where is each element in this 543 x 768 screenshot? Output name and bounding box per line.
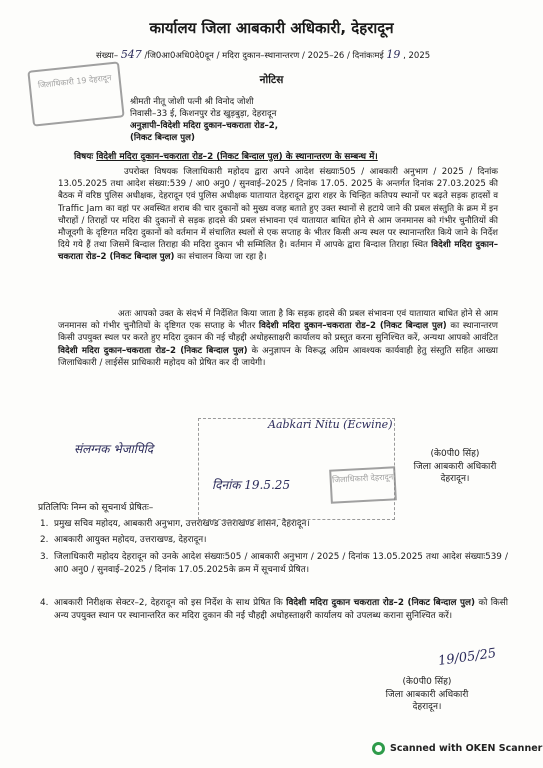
scanner-watermark xyxy=(372,742,542,755)
signatory-top-place: देहरादून। xyxy=(440,474,470,484)
para2-shop-name: विदेशी मदिरा दुकान–चकराता रोड–2 (निकट बिन्दाल पुल) xyxy=(258,321,447,332)
body-paragraph-1 xyxy=(58,166,498,264)
signatory-top-designation: जिला आबकारी अधिकारी xyxy=(413,461,497,472)
ref-year: , 2025 xyxy=(403,51,431,61)
copy-item-4-text-a: आबकारी निरीक्षक सेक्टर–2, देहरादून को इस निर्देश के साथ प्रेषित कि xyxy=(54,598,283,608)
para2-shop-name-2: विदेशी मदिरा दुकान–चकराता रोड–2 (निकट बिन्दाल पुल) xyxy=(58,345,248,356)
subject-label: विषयः xyxy=(74,152,94,162)
signatory-bottom xyxy=(352,676,502,714)
signatory-bottom-designation: जिला आबकारी अधिकारी xyxy=(385,689,469,700)
copy-item-number: 2. xyxy=(40,535,49,545)
receipt-date: दिनांक 19.5.25 xyxy=(212,478,291,492)
handwritten-signature: 19/05/25 xyxy=(437,646,498,669)
copy-item-4-shop-name: विदेशी मदिरा दुकान चकराता रोड–2 (निकट बिन्दाल पुल) xyxy=(286,598,476,608)
ref-label: संख्या– xyxy=(96,51,119,61)
addressee-line3: अनुज्ञापी–विदेशी मदिरा दुकान–चकराता रोड–2, xyxy=(130,121,279,131)
signatory-bottom-place: देहरादून। xyxy=(412,702,442,712)
para2-text-mid: का स्थानान्तरण किसी उपयुक्त स्थल पर करते हुए मदिरा दुकान की नई चौहद्दी अधोहस्ताक्षरी कार्यालय को प्रस्तुत करना सुनिश्चित करें, अन्यथा आपको आवंटित xyxy=(58,321,498,344)
para2-text: अतः आपको उक्त के संदर्भ में निर्देशित किया जाता है कि सड़क हादसे की प्रबल संभावना एवं यातायात बाधित होने से आम जनमानस को गंभीर चुनौतियों के दृष्टिगत एक सप्ताह के भीतर xyxy=(58,309,498,332)
body-paragraph-2 xyxy=(58,308,498,369)
copy-item-text xyxy=(54,597,508,622)
copy-item-number: 4. xyxy=(40,598,49,608)
reference-line xyxy=(96,48,430,61)
signatory-top-name: (के0पी0 सिंह) xyxy=(430,449,480,459)
copy-item-text: जिलाधिकारी महोदय देहरादून को उनके आदेश संख्याः505 / आबकारी अनुभाग / 2025 / दिनांक 13.05.2025 तथा आदेश संख्याः539 / आ0 अनु0 / सुनवाई–2025 / दिनांक 17.05.2025के क्रम में सूचनार्थ प्रेषित। xyxy=(54,552,508,575)
copy-item-number: 3. xyxy=(40,552,49,562)
signatory-bottom-name: (के0पी0 सिंह) xyxy=(402,677,452,687)
addressee-line4: (निकट बिन्दाल पुल) xyxy=(130,133,195,143)
copy-item-text: आबकारी आयुक्त महोदय, उत्तराखण्ड, देहरादून। xyxy=(54,535,207,545)
scanner-text: Scanned with OKEN Scanner xyxy=(390,743,543,754)
ref-number: 547 xyxy=(120,48,142,61)
handwritten-enclosure-note: संलग्नक भेजापिदि xyxy=(74,442,154,456)
copy-item-number: 1. xyxy=(40,519,49,529)
addressee-line2: निवासी–33 ई, किशनपुर रोड खुड़बुड़ा, देहरादून xyxy=(130,109,277,119)
para1-shop-name: विदेशी मदिरा दुकान–चकराता रोड–2 (निकट बिन्दाल पुल) xyxy=(58,240,498,263)
copy-item-4 xyxy=(40,597,508,639)
para1-text: उपरोक्त विषयक जिलाधिकारी महोदय द्वारा अपने आदेश संख्याः505 / आबकारी अनुभाग / 2025 / दिनांक 13.05.2025 तथा आदेश संख्या:539 / आ0 अनु0 / सुनवाई–2025 / दिनांक 17.05. 2025 के अन्तर्गत दिनांक 27.03.2025 की बैठक में वरिष्ठ पुलिस अधीक्षक, देहरादून एवं पुलिस अधीक्षक यातायात देहरादून द्वारा शहर के चिन्हित कतिपय स्थानों पर बढ़ते सड़क हादसों व Traffic Jam का वहां पर अवस्थित शराब की चार दुकानों को मुख्य वजह बताते हुए उक्त स्थानों से हटाये जाने की प्रबल संस्तुति के क्रम में इन चौराहों / तिराहों पर मदिरा की दुकानों से सड़क हादसे की प्रबल संभावना एवं यातायात बाधित होने से आम जनमानस को गंभीर चुनौतियों की मौजूदगी के दृष्टिगत मदिरा दुकानों को वर्तमान में संचालित स्थलों से एक सप्ताह के भीतर किसी अन्य स्थल पर स्थानान्तरित किये जाने के निर्देश दिये गये हैं तथा जिसमें बिन्दाल तिराहा की मदिरा दुकान भी सम्मिलित है। वर्तमान में आपके द्वारा बिन्दाल तिराहा स्थित xyxy=(58,167,498,251)
receipt-stamp-text: जिलाधिकारी 19 देहरादून xyxy=(37,73,112,90)
receipt-stamp xyxy=(27,61,124,126)
district-stamp xyxy=(329,466,397,503)
oken-logo-icon xyxy=(372,742,385,755)
copy-item-text: प्रमुख सचिव महोदय, आबकारी अनुभाग, उत्तराखण्ड उत्तराखण्ड शासन, देहरादून। xyxy=(54,519,310,529)
para2-text-end: के अनुज्ञापन के विरूद्ध अग्रिम आवश्यक कार्यवाही हेतु संस्तुति सहित आख्या जिलाधिकारी / लाईसेंस प्राधिकारी महोदय को प्रेषित कर दी जायेगी। xyxy=(58,345,498,368)
notice-heading: नोटिस xyxy=(259,74,284,86)
copy-item-1 xyxy=(40,518,508,532)
copy-item-4-text-c: को किसी अन्य उपयुक्त स्थान पर स्थानान्तरित कर मदिरा दुकान की नई चौहद्दी अधोहस्ताक्षरी कार्यालय को उपलब्ध कराना सुनिश्चित करें। xyxy=(54,598,509,621)
office-title: कार्यालय जिला आबकारी अधिकारी, देहरादून xyxy=(149,19,394,37)
addressee-block xyxy=(130,96,278,144)
copy-heading: प्रतिलिपिः निम्न को सूचनार्थ प्रेषितः– xyxy=(38,503,154,513)
district-stamp-text: जिलाधिकारी देहरादून xyxy=(331,472,394,485)
handwritten-receipt-note: Aabkari Nitu (Ecwine) xyxy=(268,418,393,431)
para1-text-end: का संचालन किया जा रहा है। xyxy=(177,252,267,263)
subject-line xyxy=(74,150,378,162)
subject-text: विदेशी मदिरा दुकान–चकराता रोड–2 (निकट बिन्दाल पुल) के स्थानान्तरण के सम्बन्ध में। xyxy=(96,152,378,162)
ref-day: 19 xyxy=(386,48,401,61)
addressee-line1: श्रीमती नीतू जोशी पत्नी श्री विनोद जोशी xyxy=(130,97,254,107)
copy-item-3 xyxy=(40,551,508,593)
copy-item-2 xyxy=(40,534,508,548)
signatory-top xyxy=(395,448,515,486)
ref-text: /जि0आ0अधि0दे0दून / मदिरा दुकान–स्थानान्तरण / 2025–26 / दिनांकःमई xyxy=(144,51,384,61)
